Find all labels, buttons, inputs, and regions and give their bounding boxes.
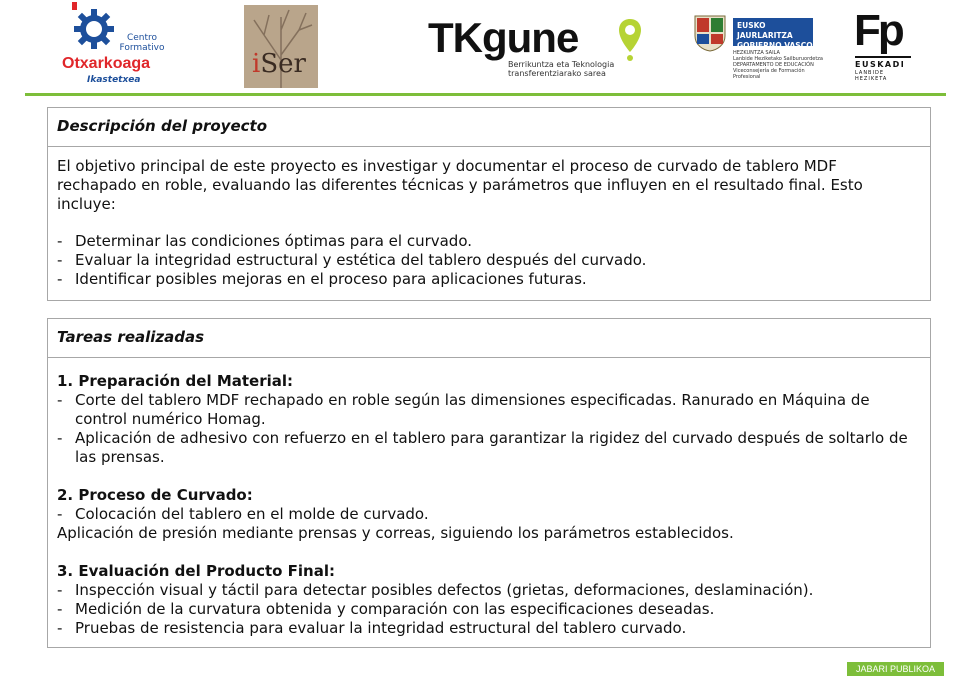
section-title: 1. Preparación del Material:	[57, 372, 294, 390]
tareas-heading: Tareas realizadas	[48, 319, 930, 358]
section-list	[57, 505, 920, 524]
eusko-band: EUSKO JAURLARITZA GOBIERNO VASCO	[733, 18, 813, 46]
section-list	[57, 391, 920, 467]
logo-ikastetxea-text: Ikastetxea	[87, 75, 141, 85]
descripcion-list	[57, 232, 920, 289]
otxarkoaga-logo	[52, 5, 172, 90]
list-item: - Identificar posibles mejoras en el proceso para aplicaciones futuras.	[57, 270, 920, 289]
tareas-section	[47, 318, 931, 648]
section-title: 3. Evaluación del Producto Final:	[57, 562, 335, 580]
fp-euskadi-logo	[852, 6, 914, 82]
tkgune-logo	[428, 14, 648, 78]
fp-wordmark: Fp	[854, 6, 902, 55]
tkgune-wordmark: TKgune	[428, 14, 579, 61]
header-divider	[25, 93, 946, 96]
section-title: 2. Proceso de Curvado:	[57, 486, 253, 504]
eusko-department-text: HEZKUNTZA SAILA Lanbide Heziketako Sailburuordetza DEPARTAMENTO DE EDUCACIÓN Viceconsejería de Formación Profesional	[733, 50, 823, 80]
tareas-content	[48, 358, 930, 638]
fp-divider	[855, 56, 911, 58]
descripcion-intro: El objetivo principal de este proyecto es investigar y documentar el proceso de curvado de tablero MDF rechapado en roble, evaluando las diferentes técnicas y parámetros que influyen en el resultado final. Esto incluye:	[57, 157, 863, 213]
shield-icon	[693, 14, 727, 52]
logo-centro-text: Centro Formativo	[119, 33, 165, 53]
fp-lanbide-text: LANBIDE HEZIKETA	[855, 70, 888, 82]
list-item: - Inspección visual y táctil para detectar posibles defectos (grietas, deformaciones, deslaminación).	[57, 581, 920, 600]
gear-icon	[72, 7, 116, 51]
eusko-jaurlaritza-logo	[693, 12, 823, 82]
section-extra-text: Aplicación de presión mediante prensas y correas, siguiendo los parámetros establecidos.	[57, 524, 734, 542]
list-item: - Medición de la curvatura obtenida y comparación con las especificaciones deseadas.	[57, 600, 920, 619]
header	[0, 0, 969, 96]
public-badge: JABARI PUBLIKOA	[847, 662, 944, 676]
list-item: - Evaluar la integridad estructural y estética del tablero después del curvado.	[57, 251, 920, 270]
logo-otxarkoaga-text: Otxarkoaga	[62, 55, 151, 72]
iser-wordmark: iSer	[252, 49, 306, 79]
list-item: - Determinar las condiciones óptimas para el curvado.	[57, 232, 920, 251]
tkgune-subtitle: Berrikuntza eta Teknologia transferentziarako sarea	[508, 60, 615, 78]
list-item: - Colocación del tablero en el molde de curvado.	[57, 505, 920, 524]
fp-euskadi-text: EUSKADI	[855, 60, 906, 69]
iser-logo	[244, 5, 318, 88]
descripcion-content	[48, 147, 930, 289]
descripcion-section	[47, 107, 931, 301]
descripcion-heading: Descripción del proyecto	[48, 108, 930, 147]
list-item: - Corte del tablero MDF rechapado en roble según las dimensiones especificadas. Ranurado en Máquina de control numérico Homag.	[57, 391, 920, 429]
section-list	[57, 581, 920, 638]
location-pin-icon	[618, 18, 642, 62]
list-item: - Pruebas de resistencia para evaluar la integridad estructural del tablero curvado.	[57, 619, 920, 638]
list-item: - Aplicación de adhesivo con refuerzo en el tablero para garantizar la rigidez del curvado después de soltarlo de las prensas.	[57, 429, 920, 467]
